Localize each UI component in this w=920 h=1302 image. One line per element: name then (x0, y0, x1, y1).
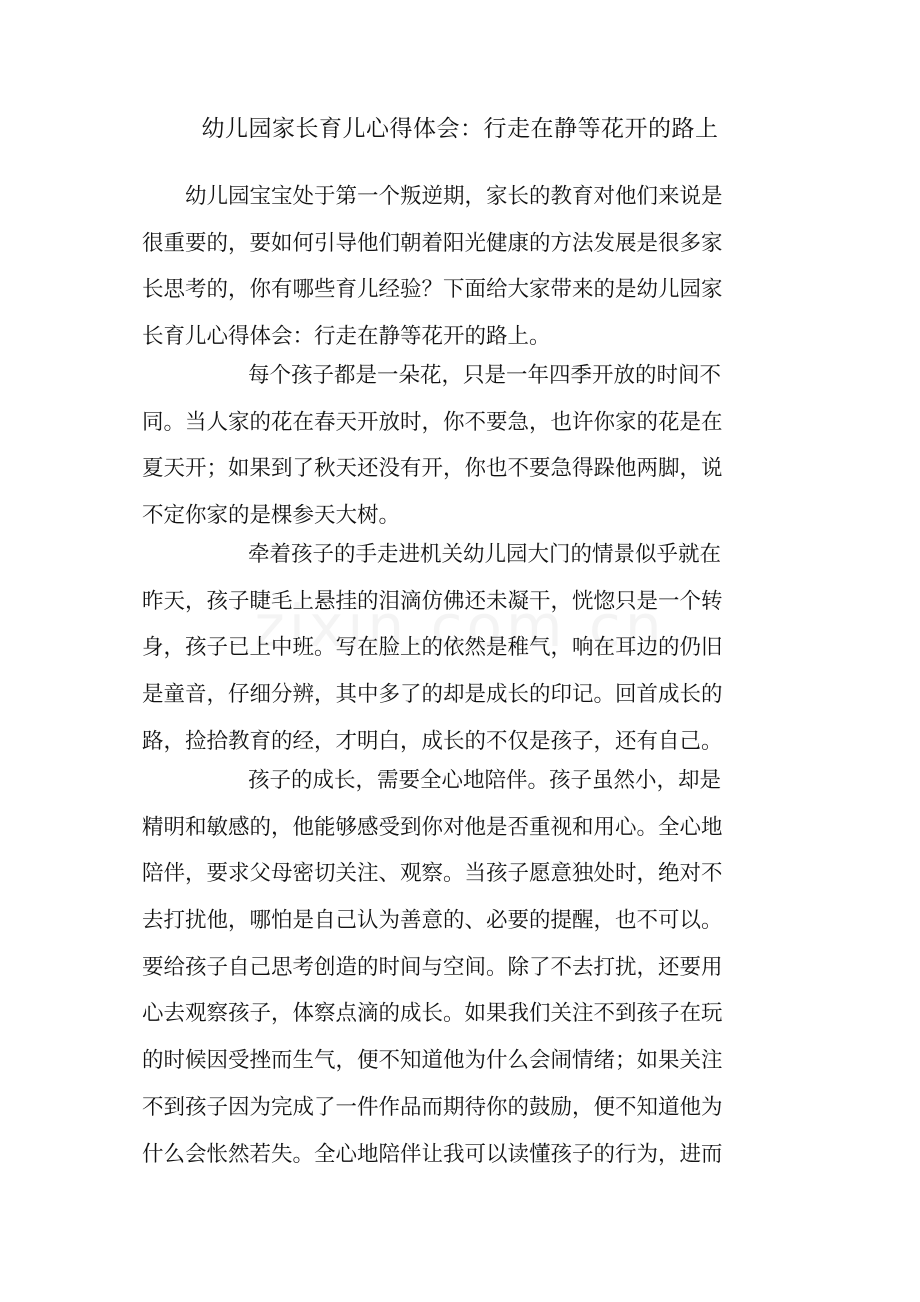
paragraph-intro (142, 174, 782, 361)
paragraph-line: 什么会怅然若失。全心地陪伴让我可以读懂孩子的行为，进而 (142, 1141, 723, 1167)
paragraph-line: 夏天开；如果到了秋天还没有开，你也不要急得跺他两脚，说 (142, 456, 723, 482)
paragraph-line: 的时候因受挫而生气，便不知道他为什么会闹情绪；如果关注 (142, 1048, 723, 1074)
paragraph-line: 昨天，孩子睫毛上悬挂的泪滴仿佛还未凝干，恍惚只是一个转 (142, 588, 723, 614)
document-title: 幼儿园家长育儿心得体会：行走在静等花开的路上 (201, 116, 719, 142)
paragraph-line: 长育儿心得体会：行走在静等花开的路上。 (142, 324, 551, 350)
paragraph-flower (142, 353, 782, 540)
paragraph-growth (142, 532, 782, 765)
paragraph-line: 精明和敏感的，他能够感受到你对他是否重视和用心。全心地 (142, 814, 723, 840)
paragraph-line: 每个孩子都是一朵花，只是一年四季开放的时间不 (248, 363, 722, 388)
paragraph-line: 陪伴，要求父母密切关注、观察。当孩子愿意独处时，绝对不 (142, 861, 723, 887)
paragraph-line: 不到孩子因为完成了一件作品而期待你的鼓励，便不知道他为 (142, 1094, 723, 1120)
paragraph-line: 同。当人家的花在春天开放时，你不要急，也许你家的花是在 (142, 409, 723, 435)
paragraph-line: 心去观察孩子，体察点滴的成长。如果我们关注不到孩子在玩 (142, 1001, 723, 1027)
paragraph-line: 很重要的，要如何引导他们朝着阳光健康的方法发展是很多家 (142, 230, 723, 256)
paragraph-line: 身，孩子已上中班。写在脸上的依然是稚气，响在耳边的仍旧 (142, 635, 723, 661)
paragraph-line: 是童音，仔细分辨，其中多了的却是成长的印记。回首成长的 (142, 682, 723, 708)
paragraph-companionship (142, 758, 782, 1178)
paragraph-line: 要给孩子自己思考创造的时间与空间。除了不去打扰，还要用 (142, 954, 723, 980)
paragraph-line: 不定你家的是棵参天大树。 (142, 503, 401, 529)
paragraph-line: 长思考的，你有哪些育儿经验？下面给大家带来的是幼儿园家 (142, 277, 723, 303)
paragraph-line: 幼儿园宝宝处于第一个叛逆期，家长的教育对他们来说是 (185, 184, 723, 209)
paragraph-line: 去打扰他，哪怕是自己认为善意的、必要的提醒，也不可以。 (142, 908, 723, 934)
paragraph-line: 孩子的成长，需要全心地陪伴。孩子虽然小，却是 (248, 768, 722, 793)
paragraph-line: 牵着孩子的手走进机关幼儿园大门的情景似乎就在 (248, 542, 722, 567)
paragraph-line: 路，捡拾教育的经，才明白，成长的不仅是孩子，还有自己。 (142, 728, 723, 754)
